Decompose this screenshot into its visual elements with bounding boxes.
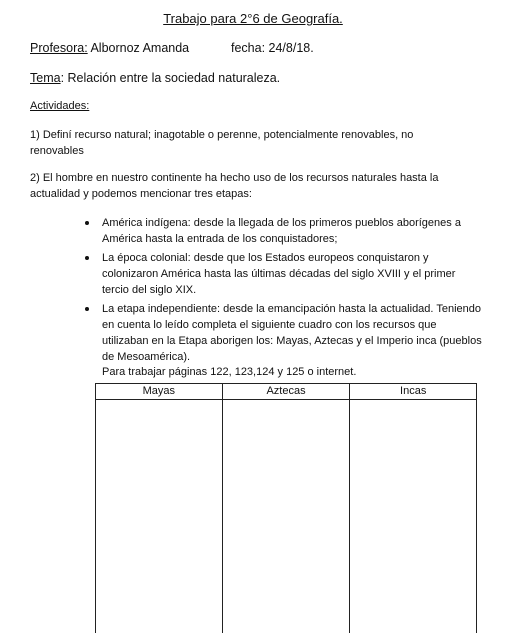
- activities-heading: Actividades:: [30, 100, 90, 112]
- question-2: 2) El hombre en nuestro continente ha hecho uso de los recursos naturales hasta la actualidad y podemos mencionar tres etapas:: [30, 172, 439, 200]
- teacher-name: Albornoz Amanda: [87, 41, 190, 55]
- stage-item-independiente: La etapa independiente: desde la emancipación hasta la actualidad. Teniendo en cuenta lo leído completa el siguiente cuadro con los recursos que utilizaban en la Etapa aborigen los: Mayas, Aztecas y el Imperio inca (pueblos de Mesoamérica).: [82, 301, 482, 365]
- table-header-mayas: Mayas: [96, 384, 222, 400]
- table-header-aztecas: Aztecas: [223, 384, 350, 400]
- teacher-line: [30, 41, 314, 55]
- topic-label: Tema: [30, 71, 61, 85]
- question-1: 1) Definí recurso natural; inagotable o perenne, potencialmente renovables, no renovables: [30, 129, 414, 157]
- date-text: fecha: 24/8/18.: [231, 41, 314, 55]
- table-column-aztecas: [223, 384, 351, 633]
- document-title: Trabajo para 2°6 de Geografía.: [163, 11, 343, 26]
- table-column-incas: [350, 384, 477, 633]
- resources-table: [95, 383, 477, 633]
- stage-item-colonial: La época colonial: desde que los Estados europeos conquistaron y colonizaron América hasta las últimas décadas del siglo XVIII y el primer tercio del siglo XIX.: [82, 250, 482, 298]
- teacher-label: Profesora:: [30, 41, 88, 55]
- topic-text: : Relación entre la sociedad naturaleza.: [60, 71, 281, 85]
- table-header-incas: Incas: [350, 384, 476, 400]
- work-pages-note: Para trabajar páginas 122, 123,124 y 125 o internet.: [102, 366, 357, 378]
- stages-list: [82, 215, 482, 368]
- stage-item-indigena: América indígena: desde la llegada de los primeros pueblos aborígenes a América hasta la entrada de los conquistadores;: [82, 215, 482, 247]
- table-column-mayas: [96, 384, 223, 633]
- topic-line: [30, 71, 280, 85]
